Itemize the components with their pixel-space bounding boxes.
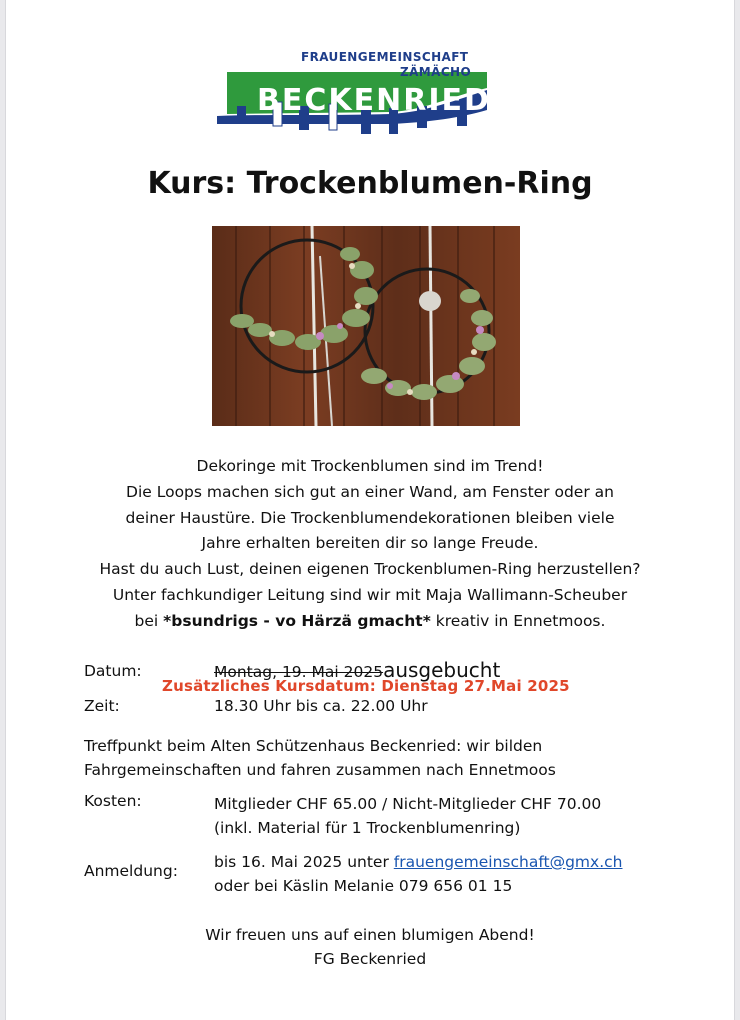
course-title: Kurs: Trockenblumen-Ring	[147, 166, 593, 201]
intro-line: Hast du auch Lust, deinen eigenen Trockenblumen-Ring herzustellen?	[99, 560, 641, 579]
intro-line: Die Loops machen sich gut an einer Wand, am Fenster oder an	[126, 482, 614, 501]
costs-label: Kosten:	[84, 792, 142, 810]
beckenried-logo	[211, 48, 491, 134]
logo-wordmark: BECKENRIED	[257, 83, 491, 118]
intro-line: Jahre erhalten bereiten dir so lange Freude.	[201, 534, 539, 553]
intro-line: Dekoringe mit Trockenblumen sind im Trend!	[196, 457, 544, 475]
meeting-line: Fahrgemeinschaften und fahren zusammen nach Ennetmoos	[84, 761, 556, 779]
closing-text	[6, 923, 734, 971]
meeting-point	[84, 734, 556, 782]
logo-line2: ZÄMÄCHO	[400, 65, 472, 79]
intro-text	[6, 454, 734, 635]
registration-label: Anmeldung:	[84, 862, 178, 880]
workshop-name: *bsundrigs - vo Härzä gmacht*	[163, 611, 431, 630]
closing-signature: FG Beckenried	[313, 950, 427, 968]
registration-deadline: bis 16. Mai 2025 unter	[214, 853, 394, 871]
registration-line2: oder bei Käslin Melanie 079 656 01 15	[214, 877, 513, 895]
date-booked: ausgebucht	[383, 658, 501, 682]
costs-value	[214, 792, 601, 840]
intro-prefix: bei	[134, 611, 164, 630]
intro-line: Unter fachkundiger Leitung sind wir mit Maja Wallimann-Scheuber	[112, 585, 628, 604]
meeting-line: Treffpunkt beim Alten Schützenhaus Beckenried: wir bilden	[84, 737, 543, 755]
intro-line-last	[6, 609, 734, 635]
date-label: Datum:	[84, 662, 142, 680]
time-label: Zeit:	[84, 697, 120, 715]
flyer-page	[5, 0, 735, 1020]
wreath-photo	[212, 226, 520, 426]
time-value: 18.30 Uhr bis ca. 22.00 Uhr	[214, 697, 428, 715]
costs-line2: (inkl. Material für 1 Trockenblumenring)	[214, 819, 521, 837]
registration-line1	[214, 850, 622, 874]
logo-line1: FRAUENGEMEINSCHAFT	[301, 50, 469, 64]
email-link[interactable]: frauengemeinschaft@gmx.ch	[393, 853, 623, 871]
date-old: Montag, 19. Mai 2025	[214, 663, 384, 681]
intro-suffix: kreativ in Ennetmoos.	[430, 611, 606, 630]
costs-line1: Mitglieder CHF 65.00 / Nicht-Mitglieder CHF 70.00	[214, 795, 602, 813]
extra-date: Zusätzliches Kursdatum: Dienstag 27.Mai 2025	[162, 677, 570, 695]
closing-line1: Wir freuen uns auf einen blumigen Abend!	[205, 926, 535, 944]
intro-line: deiner Haustüre. Die Trockenblumendekorationen bleiben viele	[125, 508, 615, 527]
registration-value	[214, 850, 622, 898]
